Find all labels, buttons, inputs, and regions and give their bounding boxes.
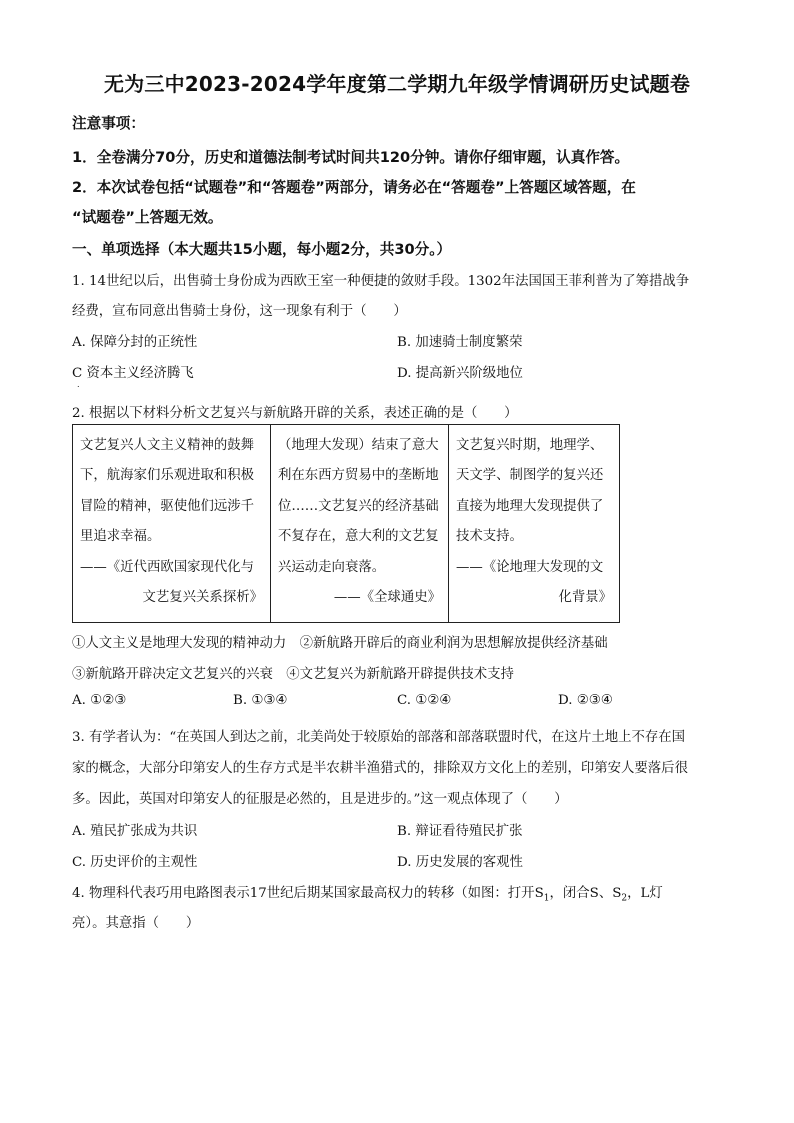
notice-heading: 注意事项： [72,115,145,132]
q1-option-a: A. 保障分封的正统性 [72,335,198,350]
q2-material-cell-3 [449,425,620,623]
q2-option-c: C. ①②④ [397,693,452,708]
q2-material-cell-2 [271,425,449,623]
q1-stem-line-2: 经费，宣布同意出售骑士身份，这一现象有利于（ ） [72,304,407,319]
q3-option-b: B. 辩证看待殖民扩张 [397,824,523,839]
q2-material-3-text: 文艺复兴时期，地理学、天文学、制图学的复兴还直接为地理大发现提供了技术支持。 [456,438,604,545]
q4-stem-line-2: 亮）。其意指（ ） [72,916,200,931]
q3-option-a: A. 殖民扩张成为共识 [72,824,198,839]
q4-stem-line-1 [72,882,734,904]
q2-material-1-source-line-1: ——《近代西欧国家现代化与 [80,559,255,575]
q3-option-c: C. 历史评价的主观性 [72,855,198,870]
q3-option-d: D. 历史发展的客观性 [397,855,523,870]
q2-option-b: B. ①③④ [233,693,288,708]
page-title: 无为三中2023-2024学年度第二学期九年级学情调研历史试题卷 [103,72,691,96]
q2-material-1-text: 文艺复兴人文主义精神的鼓舞下，航海家们乐观进取和积极冒险的精神，驱使他们远涉千里追求幸福。 [80,438,255,545]
q2-material-2-source: ——《全球通史》 [333,590,441,606]
q2-option-a: A. ①②③ [72,693,127,708]
q2-option-d: D. ②③④ [558,693,613,708]
q2-material-2-text: （地理大发现）结束了意大利在东西方贸易中的垄断地位……文艺复兴的经济基础不复存在，意大利的文艺复兴运动走向衰落。 [278,438,439,575]
q3-stem-line-2: 家的概念，大部分印第安人的生存方式是半农耕半渔猎式的，排除双方文化上的差别，印第安人要落后很 [72,761,688,776]
q4-stem-part-a: 4. 物理科代表巧用电路图表示17世纪后期某国家最高权力的转移（如图：打开S [72,886,544,901]
q1-stem-line-1: 1. 14世纪以后，出售骑士身份成为西欧王室一种便捷的敛财手段。1302年法国国王菲利普为了筹措战争 [72,274,690,289]
q1-option-d: D. 提高新兴阶级地位 [397,366,523,381]
q3-stem-line-1: 3. 有学者认为：“在英国人到达之前，北美尚处于较原始的部落和部落联盟时代，在这片土地上不存在国 [72,730,686,745]
q4-subscript-1: 1 [543,893,550,904]
q2-stem: 2. 根据以下材料分析文艺复兴与新航路开辟的关系，表述正确的是（ ） [72,406,518,421]
q1-option-b: B. 加速骑士制度繁荣 [397,335,523,350]
q2-statements-line-1: ①人文主义是地理大发现的精神动力 ②新航路开辟后的商业利润为思想解放提供经济基础 [72,636,608,651]
q4-stem-part-c: ，L灯 [627,886,663,901]
stray-dot: . [77,380,80,389]
q2-material-table [72,424,620,623]
q2-material-1-source-line-2: 文艺复兴关系探析》 [142,590,263,606]
notice-item-2: 2．本次试卷包括“试题卷”和“答题卷”两部分，请务必在“答题卷”上答题区域答题，在 [72,179,636,196]
notice-item-3: “试题卷”上答题无效。 [72,209,223,226]
q3-stem-line-3: 多。因此，英国对印第安人的征服是必然的，且是进步的。”这一观点体现了（ ） [72,792,568,807]
q2-statements-line-2: ③新航路开辟决定文艺复兴的兴衰 ④文艺复兴为新航路开辟提供技术支持 [72,667,514,682]
q4-subscript-2: 2 [621,893,628,904]
q1-option-c: C 资本主义经济腾飞 [72,366,194,381]
notice-item-1: 1．全卷满分70分，历史和道德法制考试时间共120分钟。请你仔细审题，认真作答。 [72,149,630,166]
q4-stem-part-b: ，闭合S、S [549,886,622,901]
q2-material-cell-1 [73,425,271,623]
q2-material-3-source-line-2: 化背景》 [558,590,612,606]
section-heading: 一、单项选择（本大题共15小题，每小题2分，共30分。） [72,241,452,258]
q2-material-3-source-line-1: ——《论地理大发现的文 [456,559,604,575]
